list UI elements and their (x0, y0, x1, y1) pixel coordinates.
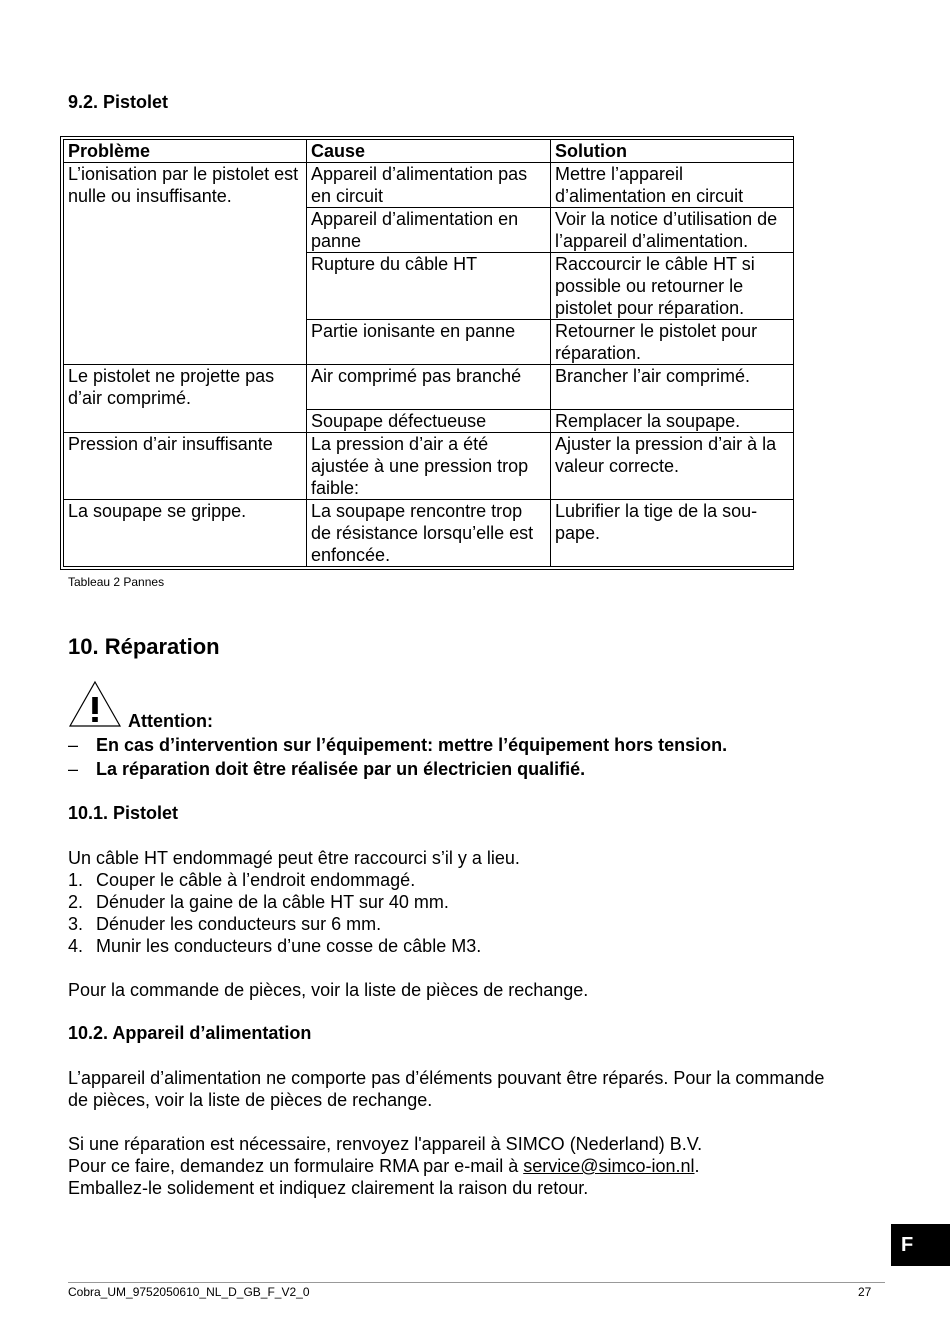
table-row (64, 433, 794, 500)
solution-cell: Raccourcir le câble HT si possible ou retourner le pistolet pour réparation. (551, 253, 794, 320)
list-item: 4. Munir les conducteurs d’une cosse de câble M3. (68, 936, 482, 956)
repair-steps-list (68, 869, 481, 957)
list-item: 2. Dénuder la gaine de la câble HT sur 40 mm. (68, 892, 449, 912)
cause-cell: Appareil d’alimentation pas en circuit (307, 163, 551, 208)
table-caption: Tableau 2 Pannes (68, 575, 165, 589)
warning-triangle-icon (68, 680, 122, 728)
section-heading-10-2: 10.2. Appareil d’alimentation (68, 1023, 312, 1043)
solution-cell: Retourner le pistolet pour réparation. (551, 320, 794, 365)
period-text: . (694, 1156, 700, 1176)
dash-bullet: – (68, 735, 79, 755)
warning-text: La réparation doit être réalisée par un électricien qualifié. (96, 759, 586, 779)
section-heading-9-2: 9.2. Pistolet (68, 92, 169, 112)
parts-note: Pour la commande de pièces, voir la liste de pièces de rechange. (68, 980, 589, 1000)
page-number: 27 (858, 1285, 872, 1299)
warning-text: En cas d’intervention sur l’équipement: mettre l’équipement hors tension. (96, 735, 728, 755)
solution-cell: Mettre l’appareil d’alimentation en circuit (551, 163, 794, 208)
table-header-row (64, 140, 794, 163)
problem-cell: L’ionisation par le pistolet est nulle ou insuffisante. (64, 163, 307, 365)
service-email-link[interactable]: service@simco-ion.nl (523, 1156, 695, 1176)
paragraph-line: L’appareil d’alimentation ne comporte pas d’éléments pouvant être réparés. Pour la commande (68, 1068, 825, 1088)
cause-cell: La soupape rencontre trop de résistance lorsqu’elle est enfoncée. (307, 500, 551, 567)
list-item: 3. Dénuder les conducteurs sur 6 mm. (68, 914, 382, 934)
header-solution: Solution (551, 140, 794, 163)
solution-cell: Remplacer la soupape. (551, 410, 794, 433)
problem-cell: Pression d’air insuffisante (64, 433, 307, 500)
cause-cell: Air comprimé pas branché (307, 365, 551, 410)
section-heading-10-1: 10.1. Pistolet (68, 803, 179, 823)
repair-intro: Un câble HT endommagé peut être raccourci s’il y a lieu. (68, 848, 520, 868)
problem-cell: Le pistolet ne projette pas d’air comprimé. (64, 365, 307, 433)
header-probleme: Problème (64, 140, 307, 163)
cause-cell: Soupape défectueuse (307, 410, 551, 433)
problem-cell: La soupape se grippe. (64, 500, 307, 567)
cause-cell: Partie ionisante en panne (307, 320, 551, 365)
solution-cell: Lubrifier la tige de la sou-pape. (551, 500, 794, 567)
section-heading-10: 10. Réparation (68, 634, 220, 659)
warning-item (68, 758, 585, 780)
cause-cell: La pression d’air a été ajustée à une pression trop faible: (307, 433, 551, 500)
cause-cell: Rupture du câble HT (307, 253, 551, 320)
list-item: 1. Couper le câble à l’endroit endommagé. (68, 870, 416, 890)
dash-bullet: – (68, 759, 79, 779)
attention-label: Attention: (128, 711, 213, 731)
header-cause: Cause (307, 140, 551, 163)
cause-cell: Appareil d’alimentation en panne (307, 208, 551, 253)
solution-cell: Voir la notice d’utilisation de l’appareil d’alimentation. (551, 208, 794, 253)
warning-item (68, 734, 727, 756)
troubleshooting-table (60, 136, 794, 570)
footer-doc-id: Cobra_UM_9752050610_NL_D_GB_F_V2_0 (68, 1285, 310, 1299)
paragraph-line: Si une réparation est nécessaire, renvoyez l'appareil à SIMCO (Nederland) B.V. (68, 1134, 703, 1154)
solution-cell: Ajuster la pression d’air à la valeur correcte. (551, 433, 794, 500)
rma-request-text: Pour ce faire, demandez un formulaire RMA par e-mail à (68, 1156, 524, 1176)
language-tab: F (891, 1224, 950, 1266)
table-row (64, 500, 794, 567)
paragraph-line: de pièces, voir la liste de pièces de rechange. (68, 1090, 433, 1110)
paragraph-line (68, 1155, 700, 1177)
footer-divider (68, 1282, 885, 1283)
table-row (64, 163, 794, 208)
paragraph-line: Emballez-le solidement et indiquez clairement la raison du retour. (68, 1178, 589, 1198)
table-row (64, 365, 794, 410)
solution-cell: Brancher l’air comprimé. (551, 365, 794, 410)
